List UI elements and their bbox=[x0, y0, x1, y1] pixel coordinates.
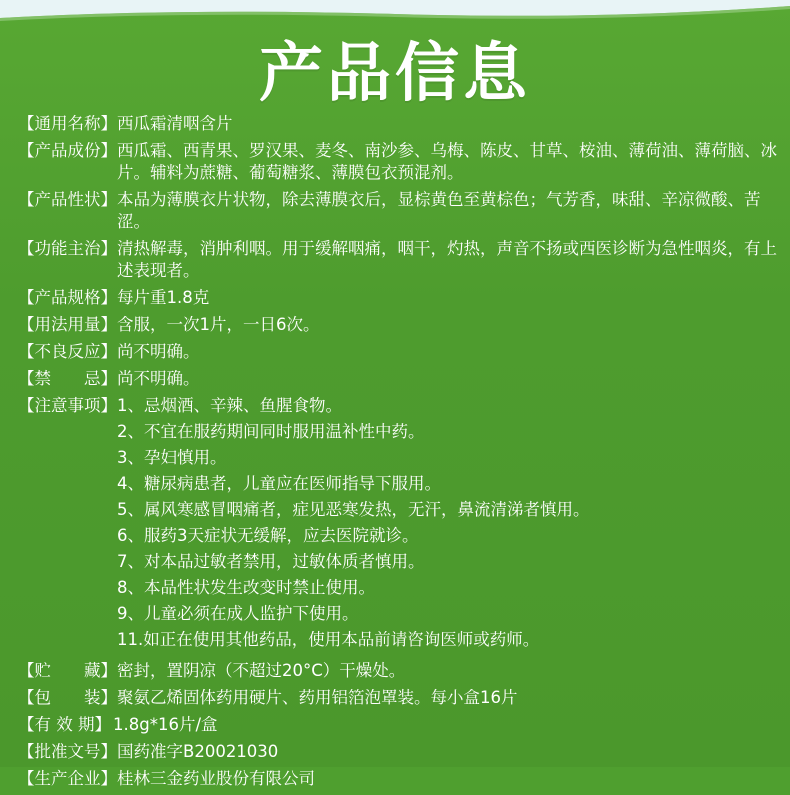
list-item: 8、本品性状发生改变时禁止使用。 bbox=[117, 578, 375, 597]
field-value: 本品为薄膜衣片状物，除去薄膜衣后，显棕黄色至黄棕色；气芳香，味甜、辛凉微酸、苦涩。 bbox=[117, 190, 761, 231]
precautions-list bbox=[117, 395, 778, 655]
list-item: 3、孕妇慎用。 bbox=[117, 448, 227, 467]
field-value: 每片重1.8克 bbox=[117, 288, 210, 307]
top-wave-decoration bbox=[0, 0, 790, 24]
field-label: 【贮 藏】 bbox=[18, 661, 117, 680]
field-row-generic-name bbox=[18, 113, 778, 135]
field-label: 【禁 忌】 bbox=[18, 369, 117, 388]
field-row-contraindications bbox=[18, 368, 778, 390]
field-label: 【功能主治】 bbox=[18, 239, 117, 258]
field-value: 西瓜霜清咽含片 bbox=[117, 114, 233, 133]
field-row-approval-number bbox=[18, 741, 778, 763]
list-item: 5、属风寒感冒咽痛者，症见恶寒发热，无汗，鼻流清涕者慎用。 bbox=[117, 500, 590, 519]
field-label: 【批准文号】 bbox=[18, 742, 117, 761]
field-label: 【不良反应】 bbox=[18, 342, 117, 361]
field-value: 尚不明确。 bbox=[117, 369, 200, 388]
field-row-dosage bbox=[18, 314, 778, 336]
field-value: 国药准字B20021030 bbox=[117, 742, 279, 761]
list-item: 2、不宜在服药期间同时服用温补性中药。 bbox=[117, 422, 425, 441]
field-label: 【产品规格】 bbox=[18, 288, 117, 307]
field-row-description bbox=[18, 189, 778, 233]
list-item: 1、忌烟酒、辛辣、鱼腥食物。 bbox=[117, 396, 342, 415]
field-value: 聚氨乙烯固体药用硬片、药用铝箔泡罩装。每小盒16片 bbox=[117, 688, 518, 707]
field-row-expiry bbox=[18, 714, 778, 736]
list-item: 7、对本品过敏者禁用，过敏体质者慎用。 bbox=[117, 552, 425, 571]
field-value: 尚不明确。 bbox=[117, 342, 200, 361]
list-item: 6、服药3天症状无缓解，应去医院就诊。 bbox=[117, 526, 419, 545]
field-value: 含服，一次1片，一日6次。 bbox=[117, 315, 320, 334]
field-value: 1.8g*16片/盒 bbox=[113, 715, 218, 734]
field-row-adverse-reactions bbox=[18, 341, 778, 363]
field-label: 【生产企业】 bbox=[18, 769, 117, 788]
field-label: 【产品性状】 bbox=[18, 190, 117, 209]
field-row-specification bbox=[18, 287, 778, 309]
field-label: 【有 效 期】 bbox=[18, 715, 111, 734]
field-row-precautions bbox=[18, 395, 778, 655]
field-value: 密封，置阴凉（不超过20°C）干燥处。 bbox=[117, 661, 406, 680]
field-label: 【注意事项】 bbox=[18, 396, 117, 415]
field-value: 西瓜霜、西青果、罗汉果、麦冬、南沙参、乌梅、陈皮、甘草、桉油、薄荷油、薄荷脑、冰片。辅料为蔗糖、葡萄糖浆、薄膜包衣预混剂。 bbox=[117, 141, 777, 182]
field-value: 桂林三金药业股份有限公司 bbox=[117, 769, 315, 788]
field-value: 清热解毒，消肿利咽。用于缓解咽痛，咽干，灼热，声音不扬或西医诊断为急性咽炎，有上述表现者。 bbox=[117, 239, 777, 280]
info-list bbox=[18, 113, 778, 795]
field-row-package bbox=[18, 687, 778, 709]
field-row-storage bbox=[18, 660, 778, 682]
field-label: 【用法用量】 bbox=[18, 315, 117, 334]
field-row-ingredients bbox=[18, 140, 778, 184]
field-label: 【产品成份】 bbox=[18, 141, 117, 160]
list-item: 11.如正在使用其他药品，使用本品前请咨询医师或药师。 bbox=[117, 630, 540, 649]
field-row-indications bbox=[18, 238, 778, 282]
field-label: 【通用名称】 bbox=[18, 114, 117, 133]
list-item: 9、儿童必须在成人监护下使用。 bbox=[117, 604, 359, 623]
list-item: 4、糖尿病患者，儿童应在医师指导下服用。 bbox=[117, 474, 441, 493]
field-label: 【包 装】 bbox=[18, 688, 117, 707]
field-row-manufacturer bbox=[18, 768, 778, 790]
page-title: 产品信息 bbox=[259, 37, 531, 111]
